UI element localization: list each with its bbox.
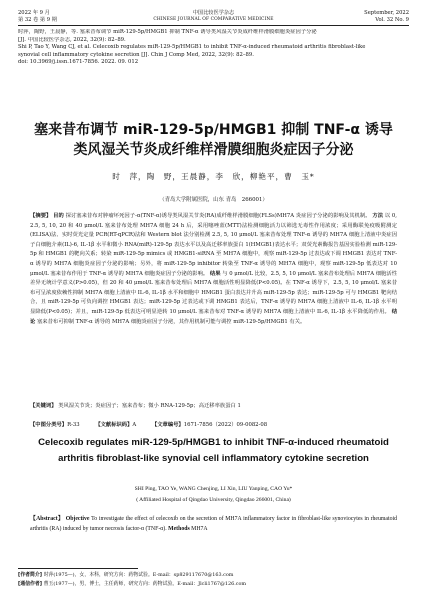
keywords-text: 类风湿关节炎；炎症因子；塞来昔布；微小 RNA-129-5p；高迁移率族蛋白 1	[58, 403, 241, 409]
citation-en-line: synovial cell inflammatory cytokine secretion [J]. Chin J Comp Med, 2022, 32(9): 82–89.	[18, 51, 254, 58]
citation-cn-line: [J]. 中国比较医学杂志, 2022, 32(9): 82–89.	[18, 36, 126, 43]
journal-name-en: CHINESE JOURNAL OF COMPARATIVE MEDICINE	[153, 16, 274, 22]
abstract-cn	[30, 212, 397, 327]
affiliation-en: ( Affiliated Hospital of Qingdao University, Qingdao 266001, China)	[136, 497, 291, 503]
header-volume-en: Vol. 32 No. 9	[375, 16, 409, 23]
abstract-label: 【摘要】	[30, 213, 52, 219]
corresponding-label: [通信作者]	[18, 580, 43, 587]
header-date-en: September, 2022	[364, 10, 409, 16]
citation-cn-line: 时萍，陶野，王晨静，等. 塞来昔布调节 miR-129-5p/HMGB1 抑制 TNF-α 诱导类风湿关节炎成纤维样滑膜细胞炎症因子分泌	[18, 29, 317, 35]
header-volume-cn: 第 32 卷 第 9 期	[18, 16, 57, 23]
footnote-divider	[18, 568, 138, 569]
methods-label: 方法	[372, 213, 384, 219]
authors-en: SHI Ping, TAO Ye, WANG Chenjing, LI Xin, LIU Yanping, CAO Yu*	[134, 486, 293, 492]
clc-label: 【中图分类号】	[30, 422, 68, 428]
title-cn-line: 类风湿关节炎成纤维样滑膜细胞炎症因子分泌	[73, 142, 354, 158]
header-journal	[18, 10, 409, 23]
objective-label: 目的	[53, 213, 64, 219]
doc-code-label: 【文献标识码】	[95, 422, 133, 428]
abstract-results-text: 与 0 μmol/L 比较，2.5, 5, 10 μmol/L 塞来昔布处理后 MH7A 细胞活性差异无统计学意义(P>0.05)，但 20 和 40 μmol/L 塞来昔布处理后 MH7A 细胞活性明显降低(P<0.05)。在 TNF-α 诱导下，2.5, 5, 10 μmol/L 塞来昔布可呈浓度依赖性抑制 MH7A 细胞上清液中 IL-6, IL-1β 水平和细胞中 HMGB1 蛋白表达并升高 miR-129-5p 表达；miR-129-5p 可与 HMGB1 靶向结合，且 miR-129-5p 可负向调控 HMGB1 表达；miR-129-5p 过表达或下调 HMGB1 表达后，TNF-α 诱导的 MH7A 细胞上清液中 IL-6, IL-1β 水平明显降低(P<0.05)；并且，miR-129-5p 低表达可明显逆转 10 μmol/L 塞来昔布对 TNF-α 诱导的 MH7A 细胞上清液中 IL-6, IL-1β 水平降低的作用。	[30, 270, 397, 315]
title-en-line: arthritis fibroblast-like synovial cell inflammatory cytokine secretion	[58, 453, 369, 464]
affiliation-cn: （青岛大学附属医院，山东 青岛 266001）	[159, 197, 268, 203]
keywords-label: 【关键词】	[30, 403, 57, 409]
header-date-cn: 2022 年 9 月	[18, 10, 50, 16]
title-en	[18, 435, 409, 467]
citation-block	[18, 29, 409, 67]
journal-name-cn: 中国比较医学杂志	[192, 10, 235, 16]
header-issue-en	[364, 10, 409, 23]
clc-value: R-33	[67, 422, 80, 428]
results-label: 结果	[209, 270, 221, 277]
methods-en-label: Methods	[168, 526, 190, 532]
title-cn-line: 塞来昔布调节 miR-129-5p/HMGB1 抑制 TNF-α 诱导	[34, 122, 393, 138]
doi[interactable]: doi: 10.3969/j.issn.1671-7856. 2022. 09. 012	[18, 59, 139, 66]
running-header	[18, 10, 409, 30]
article-id-label: 【文章编号】	[151, 422, 184, 428]
abstract-objective-text: 探讨塞来昔布对肿瘤坏死因子-α(TNF-α)诱导类风湿关节炎(RA)成纤维样滑膜细胞(FLSs)MH7A 炎症因子分泌的影响及其机制。	[65, 213, 371, 219]
author-footnote-label: [作者简介]	[18, 572, 43, 578]
keywords-cn	[30, 402, 397, 410]
author-footnote	[18, 571, 409, 580]
author-footnote-text: 时萍(1975—)，女，本科，研究方向：药物试验。E-mail：sp829117670@163.com	[43, 572, 234, 578]
header-divider	[18, 25, 409, 26]
article-id-value: 1671-7856（2022）09-0082-08	[183, 422, 268, 428]
title-cn	[18, 120, 409, 160]
citation-en-line: Shi P, Tao Y, Wang CJ, et al. Celecoxib regulates miR-129-5p/HMGB1 to inhibit TNF-α-induced rheumatoid arthritis fibroblast-like	[18, 44, 366, 51]
abstract-en-tail: MH7A	[191, 526, 208, 532]
authors-cn: 时 萍，陶 野，王晨静，李 欣，柳艳平，曹 玉*	[112, 172, 315, 181]
doc-code-value: A	[132, 422, 137, 428]
corresponding-footnote	[18, 580, 409, 589]
abstract-methods-text: 以 0, 2.5, 5, 10, 20 和 40 μmol/L 塞来昔布处理 MH7A 细胞 24 h 后，采用噻唑蓝(MTT)法检测细胞活力以筛选无毒性作用浓度；采用酶联免疫吸附测定(ELISA)法、实时荧光定量 PCR(RT-qPCR)法和 Western blot 法分别检测 2.5, 5, 10 μmol/L 塞来昔布处理 TNF-α 诱导的 MH7A 细胞上清液中炎症因子白细胞介素(IL)-6, IL-1β 水平和微小 RNA(miR)-129-5p 表达水平以及高迁移率族蛋白 1(HMGB1)表达水平；双荧光素酶报告基因实验检测 miR-129-5p 和 HMGB1 的靶向关系；转染 miR-129-5p mimics 或 HMGB1-siRNA 至 MH7A 细胞中，观察 miR-129-5p 过表达或下调 HMGB1 表达对 TNF-α 诱导的 MH7A 细胞炎症因子分泌的影响；另外，将 miR-129-5p inhibitor 转染至 TNF-α 诱导的 MH7A 细胞中，观察 miR-129-5p 低表达对 10 μmol/L 塞来昔布作用于 TNF-α 诱导的 MH7A 细胞炎症因子分泌的影响。	[30, 213, 397, 277]
objective-en-label: Objective	[65, 516, 90, 522]
classification-line	[30, 421, 397, 429]
footnotes	[18, 571, 409, 588]
abstract-conclusion-text: 塞来昔布可抑制 TNF-α 诱导的 MH7A 细胞炎症因子分泌，其作用机制可能与调控 miR-129-5p/HMGB1 有关。	[37, 318, 306, 325]
corresponding-text: 曹玉(1977—)，男，博士，主任药师，研究方向：药物试验。E-mail：Jlcli1767@126.com	[43, 580, 247, 587]
abstract-en-text: To investigate the effect of celecoxib on the secretion of MH7A inflammatory factor in fibroblast-like synoviocytes in rheumatoid arthritis (RA) induced by tumor necrosis factor-α (TNF-α).	[30, 516, 397, 532]
conclusion-label: 结论	[30, 308, 397, 325]
title-en-line: Celecoxib regulates miR-129-5p/HMGB1 to inhibit TNF-α-induced rheumatoid	[38, 437, 389, 448]
abstract-en	[30, 514, 397, 534]
abstract-en-label: 【Abstract】	[30, 516, 64, 522]
